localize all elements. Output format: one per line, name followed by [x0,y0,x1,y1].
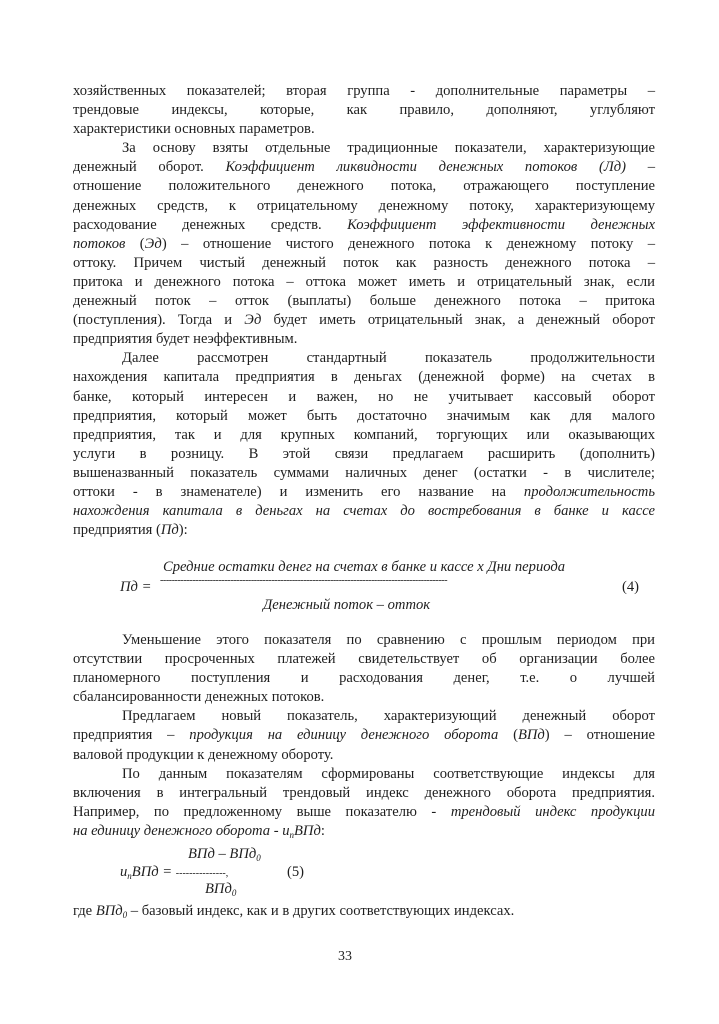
text-line [73,502,655,521]
formula-5-denominator-text: ВПд [205,881,232,897]
formula-5-numerator-text: ВПд – ВПд [188,846,257,862]
text-line [73,273,655,292]
text-line [73,650,655,669]
text-line [73,707,655,726]
text-line [73,139,655,158]
text-run: ( [498,727,518,744]
text-line [73,688,655,707]
italic-term: и [282,822,290,839]
text-line [73,120,655,139]
text-run: нахождения капитала предприятия в деньгах (денежной форме) на счетах в [73,369,655,386]
formula-5-lhs [120,864,228,881]
italic-term: Эд [144,235,162,252]
text-line [73,82,655,101]
subscript: п [289,829,295,840]
text-run: оттоку. Причем чистый денежный поток как разность денежного потока – [73,254,655,271]
formula-4-numerator: Средние остатки денег на счетах в банке и кассе х Дни периода [163,559,566,575]
formula-5-fraction-line: ---------------, [175,868,229,879]
text-run: услуги в розницу. В этой связи предлагаем расширить (дополнить) [73,445,655,462]
text-run: будет иметь отрицательный знак, а денежный оборот [261,312,656,329]
text-run: планомерного поступления и расходования денег, т.е. о лучшей [73,670,655,687]
text-run: трендовые индексы, которые, как правило, дополняют, углубляют [73,102,655,119]
formula-5-numerator [188,846,261,863]
italic-term: потоков [73,235,126,252]
italic-term: на единицу денежного оборота [73,822,271,839]
text-run: ): [178,522,188,539]
text-line [73,521,655,540]
italic-term: ВПд [95,903,123,919]
text-run: банке, который интересен и важен, но не учитывает кассовый оборот [73,388,655,405]
text-line [73,177,655,196]
text-block-closing [73,902,655,921]
text-run: включения в интегральный трендовый индекс денежного оборота предприятия. [73,784,655,801]
italic-term: ВПд [517,727,545,744]
formula-4-denominator: Денежный поток – отток [263,597,431,613]
italic-term: Пд [160,522,179,539]
text-run: предприятия – [73,727,190,744]
text-line [73,197,655,216]
text-run: предприятия, так и для крупных компаний, торгующих или оказывающих [73,426,655,443]
text-run: расходование денежных средств. [73,216,348,233]
text-line [73,822,655,841]
text-line [73,330,655,349]
text-line [73,254,655,273]
text-run: хозяйственных показателей; вторая группа - дополнительные параметры – [73,83,655,99]
text-run: характеристики основных параметров. [73,121,315,138]
text-line [73,765,655,784]
italic-term: ВПд [294,822,321,839]
text-line [73,292,655,311]
text-run: ) – отношение [544,727,655,744]
italic-term: трендовый индекс продукции [450,803,655,820]
text-run: Например, по предложенному выше показателю - [73,803,451,820]
text-line [73,464,655,483]
text-line [73,803,655,822]
italic-term: Коэффициент ликвидности денежных потоков (Лд) [225,159,626,176]
formula-5-numerator-subscript: 0 [256,853,261,863]
text-run: - [270,822,283,839]
text-line [73,349,655,368]
text-line [73,407,655,426]
text-run: предприятия будет неэффективным. [73,331,298,348]
italic-term: продукция на единицу денежного оборота [189,727,499,744]
text-line [73,388,655,407]
text-run: где [73,903,96,919]
text-block-paragraphs-4-6 [73,631,655,841]
text-line [73,311,655,330]
italic-term: Эд [244,312,262,329]
text-run: Далее рассмотрен стандартный показатель продолжительности [122,350,655,367]
text-run: валовой продукции к денежному обороту. [73,746,334,763]
text-line [73,784,655,803]
text-run: Уменьшение этого показателя по сравнению с прошлым периодом при [122,632,655,648]
text-line [73,669,655,688]
formula-5-lhs-subscript: п [127,871,132,881]
text-line [73,483,655,502]
text-run: – [625,159,656,176]
text-line [73,158,655,177]
formula-5-number: (5) [287,864,305,880]
text-line [73,426,655,445]
text-line [73,746,655,765]
text-line [73,101,655,120]
italic-term: Коэффициент эффективности денежных [347,216,656,233]
text-run: предприятия ( [73,522,161,539]
text-line [73,235,655,254]
formula-5-denominator [205,881,236,898]
page-number: 33 [338,949,352,964]
formula-4-fraction-line: -------------------------------------------------------------------------------------------------- [160,575,448,586]
text-line [73,902,655,921]
text-run: денежных средств, к отрицательному денежному потоку, характеризующему [73,197,655,214]
text-run: вышеназванный показатель суммами наличных денег (остатки - в числителе; [73,464,655,481]
text-line [73,216,655,235]
formula-5-lhs-rest: ВПд = [131,864,176,880]
text-line [73,445,655,464]
italic-term: нахождения капитала в деньгах на счетах до востребования в банке и кассе [73,503,655,520]
text-run: предприятия, который может быть достаточно значимым как для малого [73,407,655,424]
text-run: отсутствии просроченных платежей свидетельствует об организации более [73,651,655,668]
text-run: По данным показателям сформированы соответствующие индексы для [122,765,655,782]
text-block-paragraphs-1-3 [73,82,655,540]
text-run: Предлагаем новый показатель, характеризующий денежный оборот [122,708,655,725]
text-line [73,631,655,650]
text-line [73,726,655,745]
text-run: денежный оборот. [73,159,226,176]
text-line [73,368,655,387]
text-run: – базовый индекс, как и в других соответствующих индексах. [127,903,515,919]
text-run: оттоки - в знаменателе) и изменить его название на [73,483,524,500]
formula-5-denominator-subscript: 0 [231,888,237,898]
text-run: сбалансированности денежных потоков. [73,689,325,706]
text-run: денежный поток – отток (выплаты) больше денежного потока – притока [73,293,655,310]
text-run: За основу взяты отдельные традиционные показатели, характеризующие [122,140,655,157]
text-run: ( [125,235,145,252]
formula-4-number: (4) [622,579,640,595]
formula-5-lhs-text: и [120,864,128,880]
text-run: : [320,822,325,839]
italic-term: продолжительность [523,483,655,500]
text-run: притока и денежного потока – оттока может иметь и отрицательный знак, если [73,273,655,290]
text-run: отношение положительного денежного потока, отражающего поступление [73,178,655,195]
text-run: ) – отношение чистого денежного потока к денежному потоку – [161,235,656,252]
text-run: (поступления). Тогда и [73,312,245,329]
formula-4-lhs: Пд = [120,579,152,595]
subscript: 0 [122,910,128,920]
